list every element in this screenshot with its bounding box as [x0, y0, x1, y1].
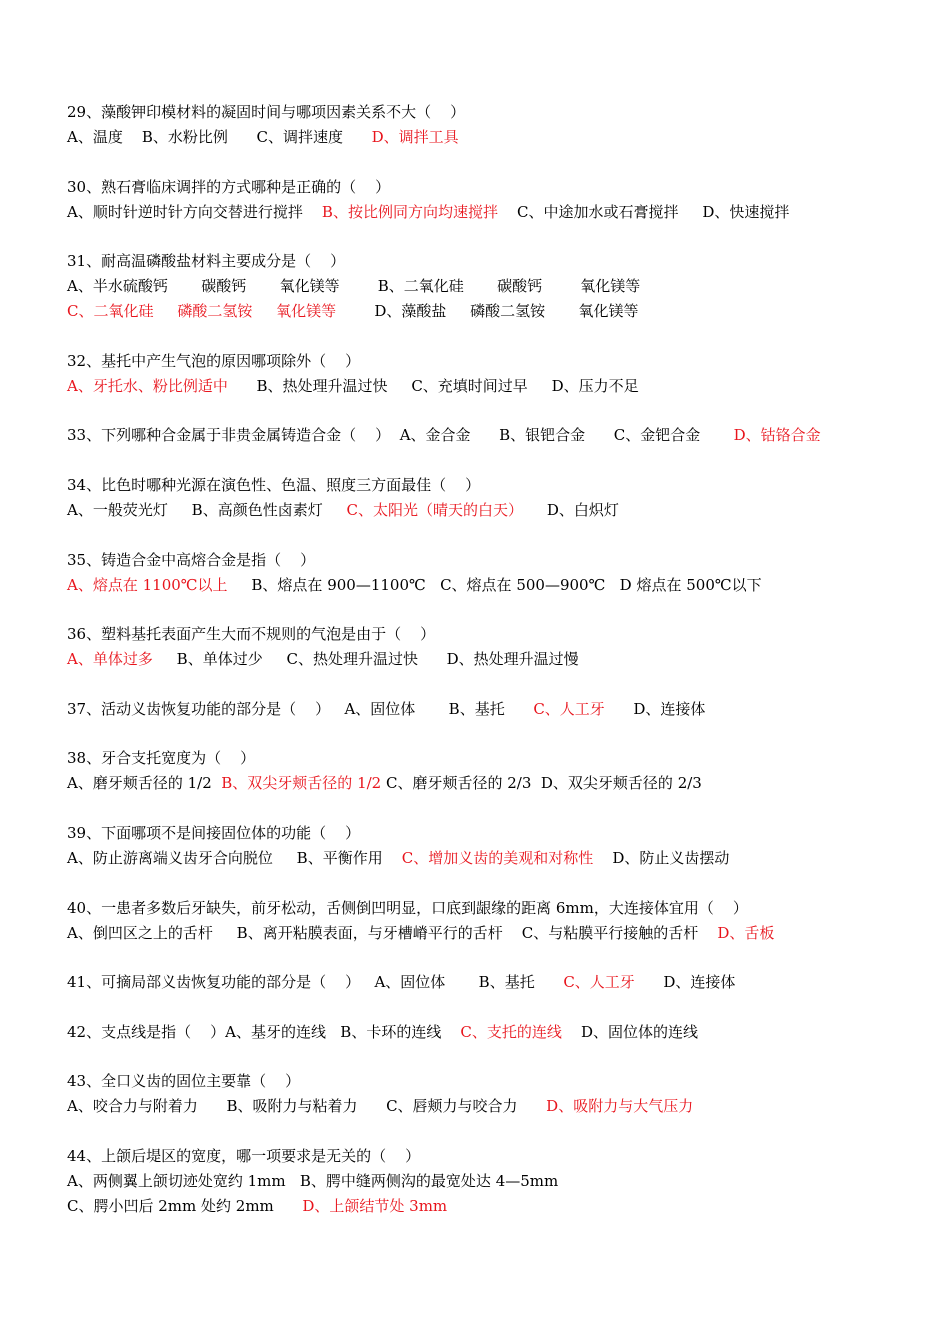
options-line [67, 1194, 927, 1219]
question-line [67, 423, 927, 448]
question-line [67, 1069, 927, 1094]
options-line [67, 1094, 927, 1119]
question-text: D、藻酸盐 磷酸二氢铵 氧化镁等 [336, 302, 639, 321]
correct-answer-text: B、双尖牙颊舌径的 1/2 [221, 774, 382, 793]
question-block [67, 349, 927, 399]
correct-answer-text: D、钴铬合金 [733, 426, 821, 445]
question-text: 40、一患者多数后牙缺失，前牙松动，舌侧倒凹明显，口底到龈缘的距离 6mm，大连接体宜用（ ） [67, 898, 748, 917]
correct-answer-text: B、按比例同方向均速搅拌 [321, 202, 498, 221]
question-block [67, 175, 927, 225]
correct-answer-text: C、人工牙 [563, 973, 635, 992]
question-text: D、连接体 [604, 699, 706, 718]
exam-document [67, 100, 927, 1244]
question-text: B、单体过少 C、热处理升温过快 D、热处理升温过慢 [152, 650, 579, 669]
question-block [67, 896, 927, 946]
question-text: A、磨牙颊舌径的 1/2 [67, 774, 222, 793]
correct-answer-text: D、舌板 [717, 923, 775, 942]
question-line [67, 896, 927, 921]
correct-answer-text: C、太阳光（晴天的白天） [346, 500, 524, 519]
question-line [67, 1144, 927, 1169]
question-block [67, 423, 927, 448]
question-text: 29、藻酸钾印模材料的凝固时间与哪项因素关系不大（ ） [67, 103, 466, 121]
question-text: 39、下面哪项不是间接固位体的功能（ ） [67, 823, 361, 842]
question-line [67, 821, 927, 846]
question-block [67, 622, 927, 672]
question-text: A、两侧翼上颌切迹处宽约 1mm B、腭中缝两侧沟的最宽处达 4—5mm [67, 1171, 559, 1190]
options-line [67, 200, 927, 225]
options-line [67, 1169, 927, 1194]
question-line [67, 548, 927, 573]
correct-answer-text: D、吸附力与大气压力 [546, 1097, 694, 1116]
question-text: D、防止义齿摆动 [593, 848, 730, 867]
correct-answer-text: C、二氧化硅 磷酸二氢铵 氧化镁等 [67, 302, 337, 321]
question-line [67, 349, 927, 374]
question-block [67, 970, 927, 995]
question-text: A、半水硫酸钙 碳酸钙 氧化镁等 B、二氧化硅 碳酸钙 氧化镁等 [67, 277, 641, 296]
question-block [67, 746, 927, 796]
options-line [67, 299, 927, 324]
question-text: 34、比色时哪种光源在演色性、色温、照度三方面最佳（ ） [67, 475, 481, 494]
question-text: 30、熟石膏临床调拌的方式哪种是正确的（ ） [67, 177, 391, 196]
question-text: C、磨牙颊舌径的 2/3 D、双尖牙颊舌径的 2/3 [381, 774, 702, 793]
question-line [67, 100, 927, 125]
correct-answer-text: D、上颌结节处 3mm [302, 1196, 448, 1215]
question-line [67, 622, 927, 647]
question-text: 43、全口义齿的固位主要靠（ ） [67, 1072, 301, 1091]
question-text: A、温度 B、水粉比例 C、调拌速度 [67, 128, 372, 146]
question-text: 41、可摘局部义齿恢复功能的部分是（ ） A、固位体 B、基托 [67, 973, 564, 992]
question-block [67, 1020, 927, 1045]
question-text: 38、牙合支托宽度为（ ） [67, 749, 256, 768]
question-text: B、热处理升温过快 C、充填时间过早 D、压力不足 [227, 376, 639, 395]
question-text: 44、上颌后堤区的宽度，哪一项要求是无关的（ ） [67, 1146, 421, 1165]
question-line [67, 1020, 927, 1045]
question-text: A、顺时针逆时针方向交替进行搅拌 [67, 202, 322, 221]
question-text: 33、下列哪种合金属于非贵金属铸造合金（ ） A、金合金 B、银钯合金 C、金钯合金 [67, 426, 734, 445]
question-text: 37、活动义齿恢复功能的部分是（ ） A、固位体 B、基托 [67, 699, 534, 718]
question-line [67, 746, 927, 771]
question-text: 36、塑料基托表面产生大而不规则的气泡是由于（ ） [67, 625, 436, 644]
question-block [67, 249, 927, 324]
question-text: B、熔点在 900—1100℃ C、熔点在 500—900℃ D 熔点在 500℃以下 [227, 575, 762, 594]
options-line [67, 498, 927, 523]
correct-answer-text: A、熔点在 1100℃以上 [67, 575, 228, 594]
correct-answer-text: C、人工牙 [533, 699, 605, 718]
question-block [67, 821, 927, 871]
options-line [67, 771, 927, 796]
options-line [67, 125, 927, 150]
question-line [67, 970, 927, 995]
question-text: A、一般荧光灯 B、高颜色性卤素灯 [67, 500, 347, 519]
question-text: C、中途加水或石膏搅拌 D、快速搅拌 [497, 202, 790, 221]
options-line [67, 846, 927, 871]
question-line [67, 175, 927, 200]
question-block [67, 697, 927, 722]
question-text: 31、耐高温磷酸盐材料主要成分是（ ） [67, 252, 346, 271]
options-line [67, 921, 927, 946]
options-line [67, 573, 927, 598]
question-block [67, 473, 927, 523]
question-line [67, 249, 927, 274]
question-text: D、固位体的连线 [561, 1022, 698, 1041]
options-line [67, 647, 927, 672]
question-text: D、连接体 [634, 973, 736, 992]
question-text: A、倒凹区之上的舌杆 B、离开粘膜表面，与牙槽嵴平行的舌杆 C、与粘膜平行接触的舌杆 [67, 923, 718, 942]
correct-answer-text: C、支托的连线 [460, 1022, 562, 1041]
question-block [67, 1144, 927, 1219]
options-line [67, 274, 927, 299]
question-line [67, 473, 927, 498]
question-text: D、白炽灯 [523, 500, 619, 519]
question-text: C、腭小凹后 2mm 处约 2mm [67, 1196, 303, 1215]
options-line [67, 374, 927, 399]
question-text: A、防止游离端义齿牙合向脱位 B、平衡作用 [67, 848, 402, 867]
correct-answer-text: A、牙托水、粉比例适中 [67, 376, 228, 395]
question-block [67, 100, 927, 150]
question-text: 35、铸造合金中高熔合金是指（ ） [67, 550, 316, 569]
question-block [67, 548, 927, 598]
question-block [67, 1069, 927, 1119]
question-line [67, 697, 927, 722]
correct-answer-text: C、增加义齿的美观和对称性 [401, 848, 594, 867]
question-text: A、咬合力与附着力 B、吸附力与粘着力 C、唇颊力与咬合力 [67, 1097, 547, 1116]
correct-answer-text: D、调拌工具 [371, 128, 459, 146]
correct-answer-text: A、单体过多 [67, 650, 153, 669]
question-text: 32、基托中产生气泡的原因哪项除外（ ） [67, 351, 361, 370]
question-text: 42、支点线是指（ ）A、基牙的连线 B、卡环的连线 [67, 1022, 461, 1041]
